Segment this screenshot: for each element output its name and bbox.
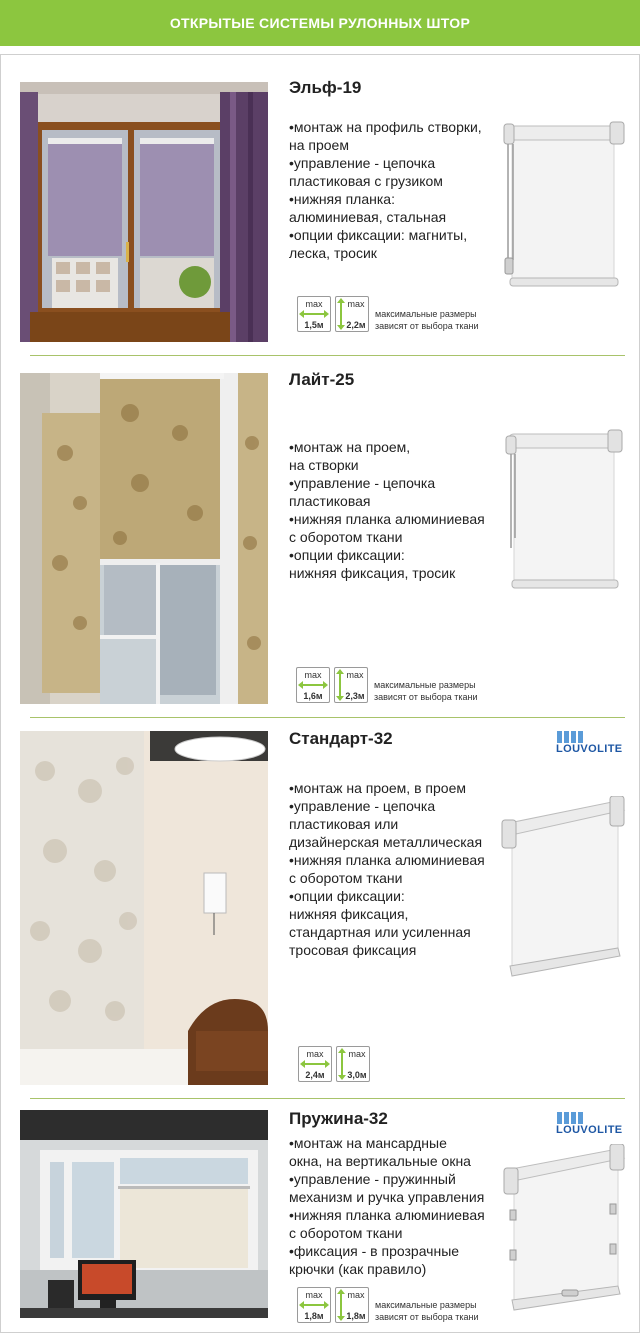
page-banner: ОТКРЫТЫЕ СИСТЕМЫ РУЛОННЫХ ШТОР <box>0 0 640 46</box>
feature-line: •монтаж на мансардные <box>289 1135 447 1151</box>
product-photo <box>20 731 268 1085</box>
feature-list <box>289 779 509 959</box>
product-title: Лайт-25 <box>289 370 355 389</box>
width-arrow-icon <box>299 1060 331 1068</box>
feature-line: окна, на вертикальные окна <box>289 1153 471 1169</box>
section-divider <box>30 717 625 718</box>
max-height-value: 1,8м <box>346 1311 366 1321</box>
feature-line: механизм и ручка управления <box>289 1189 485 1205</box>
louvolite-wordmark: LOUVOLITE <box>556 743 623 755</box>
size-note-line: зависят от выбора ткани <box>374 692 478 702</box>
max-height-label: max <box>347 299 365 309</box>
louvolite-logo <box>556 730 624 756</box>
max-width-value: 1,5м <box>304 320 324 330</box>
feature-line: с оборотом ткани <box>289 1225 403 1241</box>
max-width-box <box>296 667 330 703</box>
max-width-label: max <box>304 670 322 680</box>
feature-line: •опции фиксации: магниты, <box>289 227 468 243</box>
feature-line: •управление - цепочка <box>289 475 436 491</box>
max-width-label: max <box>306 1049 324 1059</box>
max-height-box <box>335 296 369 332</box>
feature-line: •управление - цепочка <box>289 798 436 814</box>
width-arrow-icon <box>298 1301 330 1309</box>
size-note <box>374 679 478 703</box>
feature-line: •монтаж на профиль створки, <box>289 119 482 135</box>
feature-line: на проем <box>289 137 349 153</box>
louvolite-wordmark: LOUVOLITE <box>556 1124 623 1136</box>
size-note-line: максимальные размеры <box>375 309 477 319</box>
feature-line: алюминиевая, стальная <box>289 209 447 225</box>
product-photo <box>20 82 268 342</box>
max-height-value: 2,3м <box>345 691 365 701</box>
roller-blind-illustration <box>504 428 624 596</box>
max-height-box <box>334 667 368 703</box>
size-note-line: максимальные размеры <box>374 680 476 690</box>
feature-line: •монтаж на проем, <box>289 439 411 455</box>
width-arrow-icon <box>297 681 329 689</box>
section-divider <box>30 355 625 356</box>
size-note-line: зависят от выбора ткани <box>375 321 479 331</box>
feature-line: с оборотом ткани <box>289 870 403 886</box>
feature-line: тросовая фиксация <box>289 942 417 958</box>
product-photo <box>20 1110 268 1318</box>
feature-line: на створки <box>289 457 359 473</box>
feature-line: •фиксация - в прозрачные <box>289 1243 460 1259</box>
product-title: Пружина-32 <box>289 1109 388 1128</box>
feature-line: •управление - цепочка <box>289 155 436 171</box>
feature-line: •нижняя планка алюминиевая <box>289 852 485 868</box>
max-height-label: max <box>346 670 364 680</box>
max-height-label: max <box>347 1290 365 1300</box>
feature-line: крючки (как правило) <box>289 1261 427 1277</box>
feature-line: •монтаж на проем, в проем <box>289 780 466 796</box>
feature-line: пластиковая с грузиком <box>289 173 443 189</box>
size-note-line: зависят от выбора ткани <box>375 1312 479 1322</box>
feature-line: дизайнерская металлическая <box>289 834 483 850</box>
feature-line: •нижняя планка: <box>289 191 395 207</box>
max-width-box <box>298 1046 332 1082</box>
louvolite-mark-icon <box>557 731 585 743</box>
feature-line: пластиковая <box>289 493 371 509</box>
feature-list <box>289 438 509 582</box>
max-width-label: max <box>305 1290 323 1300</box>
max-height-label: max <box>348 1049 366 1059</box>
max-height-box <box>336 1046 370 1082</box>
size-note <box>375 308 479 332</box>
roller-blind-illustration <box>500 796 626 978</box>
max-height-value: 2,2м <box>346 320 366 330</box>
feature-line: пластиковая или <box>289 816 399 832</box>
size-note-line: максимальные размеры <box>375 1300 477 1310</box>
max-width-box <box>297 1287 331 1323</box>
max-width-value: 2,4м <box>305 1070 325 1080</box>
section-divider <box>30 1098 625 1099</box>
size-info <box>297 296 537 332</box>
product-title: Эльф-19 <box>289 78 362 97</box>
size-info <box>298 1046 378 1082</box>
size-note <box>375 1299 479 1323</box>
feature-list <box>289 1134 509 1278</box>
feature-line: •нижняя планка алюминиевая <box>289 511 485 527</box>
feature-line: •опции фиксации: <box>289 547 405 563</box>
max-height-box <box>335 1287 369 1323</box>
feature-line: нижняя фиксация, <box>289 906 409 922</box>
feature-list <box>289 118 509 262</box>
product-photo <box>20 373 268 704</box>
feature-line: стандартная или усиленная <box>289 924 471 940</box>
roller-blind-illustration <box>502 120 626 292</box>
feature-line: с оборотом ткани <box>289 529 403 545</box>
product-title: Стандарт-32 <box>289 729 393 748</box>
size-info <box>296 667 536 703</box>
feature-line: •опции фиксации: <box>289 888 405 904</box>
louvolite-mark-icon <box>557 1112 585 1124</box>
feature-line: леска, тросик <box>289 245 377 261</box>
width-arrow-icon <box>298 310 330 318</box>
feature-line: •нижняя планка алюминиевая <box>289 1207 485 1223</box>
feature-line: •управление - пружинный <box>289 1171 456 1187</box>
max-height-value: 3,0м <box>347 1070 367 1080</box>
max-width-box <box>297 296 331 332</box>
max-width-value: 1,8м <box>304 1311 324 1321</box>
size-info <box>297 1287 537 1323</box>
louvolite-logo <box>556 1111 624 1137</box>
max-width-label: max <box>305 299 323 309</box>
max-width-value: 1,6м <box>303 691 323 701</box>
feature-line: нижняя фиксация, тросик <box>289 565 456 581</box>
